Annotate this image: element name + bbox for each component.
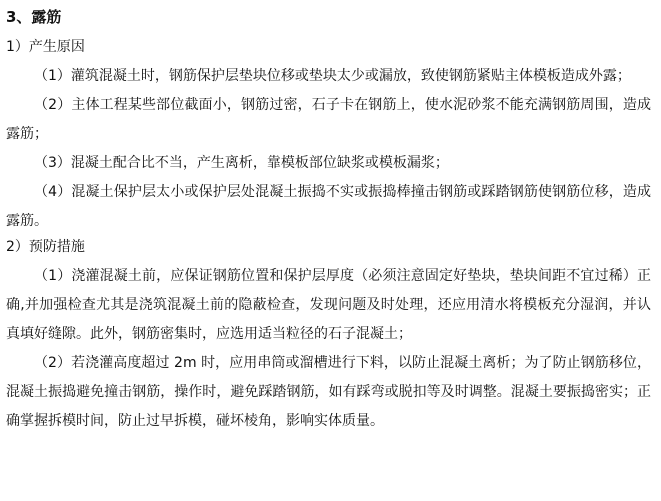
causes-heading: 1）产生原因	[6, 39, 85, 55]
prevention-item-2: （2）若浇灌高度超过 2m 时，应用串筒或溜槽进行下料，以防止混凝土离析；为了防止钢筋移位，混凝土振捣避免撞击钢筋，操作时，避免踩踏钢筋，如有踩弯或脱扣等及时调整。混凝土要振捣密实；正确掌握拆模时间，防止过早拆模，碰坏棱角，影响实体质量。	[6, 355, 651, 429]
cause-item-1: （1）灌筑混凝土时，钢筋保护层垫块位移或垫块太少或漏放，致使钢筋紧贴主体模板造成外露；	[34, 68, 631, 84]
cause-item-2: （2）主体工程某些部位截面小，钢筋过密，石子卡在钢筋上，使水泥砂浆不能充满钢筋周围，造成露筋；	[6, 97, 651, 142]
prevention-heading: 2）预防措施	[6, 239, 85, 255]
cause-item-4: （4）混凝土保护层太小或保护层处混凝土振捣不实或振捣棒撞击钢筋或踩踏钢筋使钢筋位移，造成露筋。	[6, 184, 651, 229]
cause-item-3: （3）混凝土配合比不当，产生离析，靠模板部位缺浆或模板漏浆；	[34, 155, 449, 171]
prevention-item-1: （1）浇灌混凝土前，应保证钢筋位置和保护层厚度（必须注意固定好垫块，垫块间距不宜过稀）正确,并加强检查尤其是浇筑混凝土前的隐蔽检查，发现问题及时处理，还应用清水将模板充分湿润，并认真填好缝隙。此外，钢筋密集时，应选用适当粒径的石子混凝土；	[6, 268, 651, 342]
section-title: 3、露筋	[6, 8, 62, 26]
